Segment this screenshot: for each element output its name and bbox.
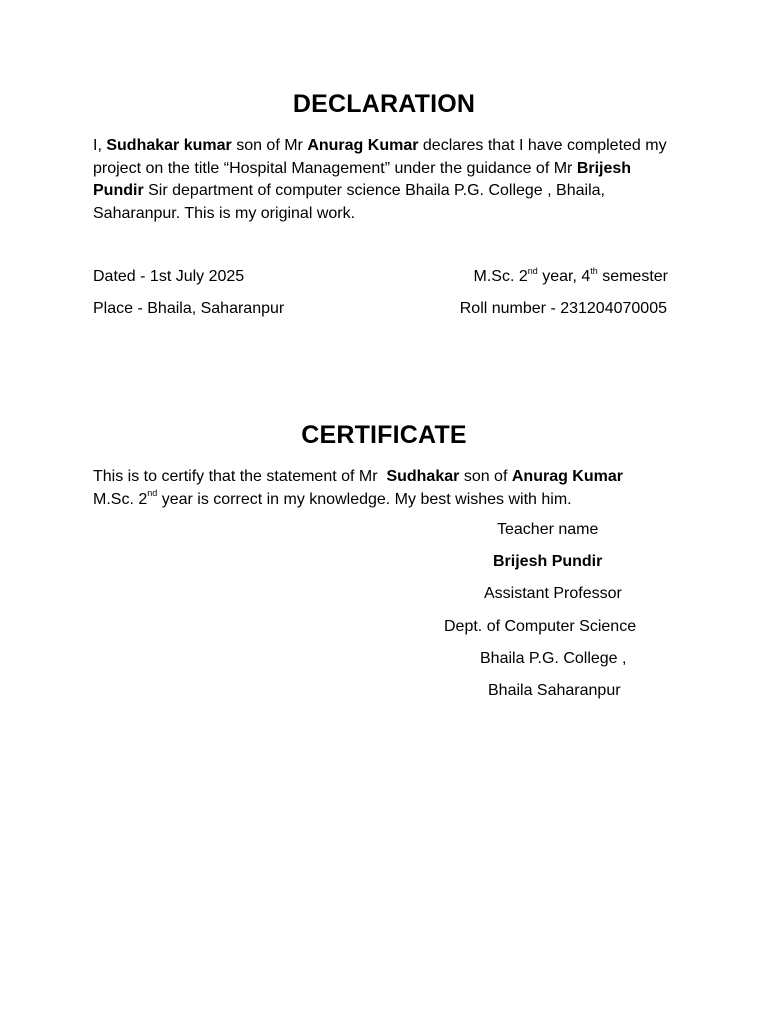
declaration-i: I,: [93, 137, 102, 154]
certificate-paragraph: [93, 466, 683, 511]
teacher-name: Brijesh Pundir: [493, 553, 603, 570]
location: Bhaila Saharanpur: [488, 682, 621, 699]
course-suffix: semester: [597, 268, 668, 285]
designation: Assistant Professor: [484, 585, 622, 602]
course-sup-th: th: [590, 265, 598, 276]
department: Dept. of Computer Science: [444, 618, 637, 635]
course-prefix: M.Sc. 2: [473, 268, 528, 285]
declaration-paragraph: [93, 135, 683, 225]
dated-line: Dated - 1st July 2025: [93, 268, 245, 285]
student-name: Sudhakar kumar: [106, 137, 232, 154]
guide-name: Brijesh Pundir: [93, 159, 632, 199]
declaration-son-of: son of Mr: [236, 137, 303, 154]
certificate-title: CERTIFICATE: [301, 421, 467, 449]
certificate-student-name: Sudhakar: [386, 468, 460, 485]
course-line: [473, 265, 669, 286]
place-line: Place - Bhaila, Saharanpur: [93, 300, 285, 317]
certificate-son-of: son of: [463, 468, 508, 485]
certificate-end: year is correct in my knowledge. My best wishes with him.: [157, 490, 572, 508]
declaration-middle-text: declares that I have completed my project on the title “Hospital Management” under the guidance of Mr: [93, 137, 667, 177]
certificate-start: This is to certify that the statement of Mr: [93, 468, 378, 485]
roll-number-line: Roll number - 231204070005: [459, 300, 667, 317]
father-name: Anurag Kumar: [307, 137, 419, 154]
certificate-course: M.Sc. 2: [93, 490, 148, 508]
course-mid: year, 4: [537, 268, 591, 285]
certificate-father-name: Anurag Kumar: [511, 468, 623, 485]
college: Bhaila P.G. College ,: [480, 650, 627, 667]
declaration-title: DECLARATION: [292, 90, 476, 118]
teacher-label: Teacher name: [497, 521, 599, 538]
declaration-end-text: Sir department of computer science Bhaila P.G. College , Bhaila, Saharanpur. This is my original work.: [93, 182, 605, 222]
course-sup-nd: nd: [527, 265, 538, 276]
certificate-sup-nd: nd: [147, 488, 158, 499]
